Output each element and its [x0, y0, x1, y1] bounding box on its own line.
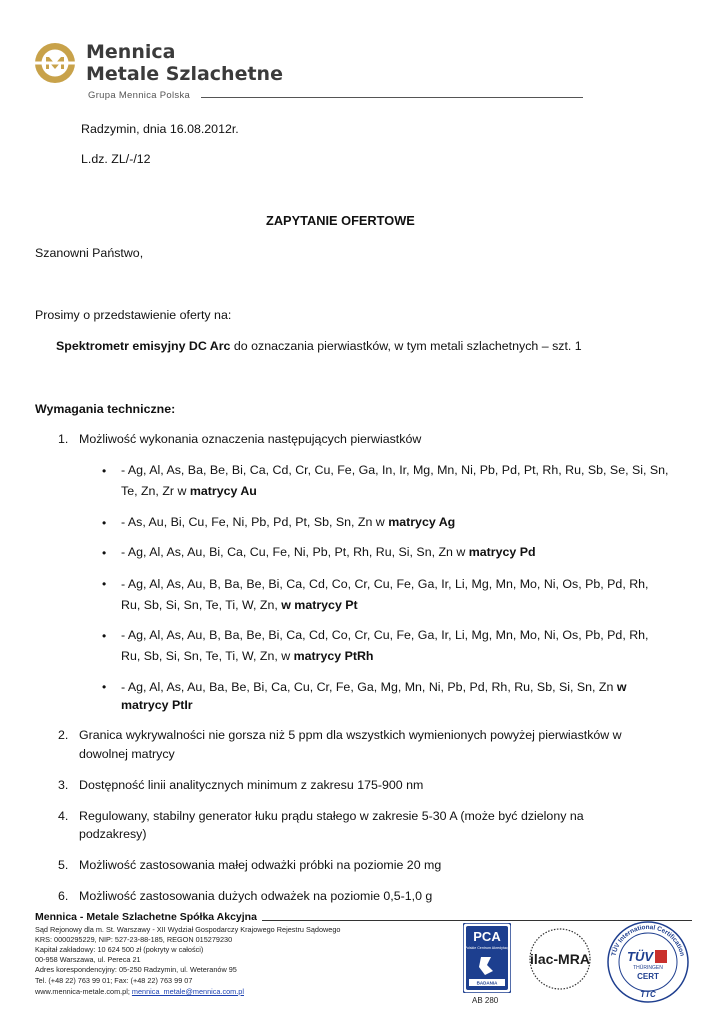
matrix-pd-line: [121, 544, 536, 560]
product-description: do oznaczania pierwiastków, w tym metali szlachetnych – szt. 1: [230, 339, 582, 353]
matrix-pt-label: w matrycy Pt: [281, 598, 358, 612]
requirement-text-line2: podzakresy): [79, 827, 147, 841]
footer-line: Tel. (+48 22) 763 99 01; Fax: (+48 22) 763 99 07: [35, 976, 193, 985]
tuv-label: TÜV: [627, 949, 653, 964]
request-line: Prosimy o przedstawienie oferty na:: [35, 308, 232, 322]
matrix-pd-elements: - Ag, Al, As, Au, Bi, Ca, Cu, Fe, Ni, Pb, Pt, Rh, Ru, Si, Sn, Zn w: [121, 545, 469, 559]
mennica-logo-icon: [34, 42, 76, 84]
requirement-text-line2: dowolnej matrycy: [79, 747, 175, 761]
footer-line: Sąd Rejonowy dla m. St. Warszawy - XII Wydział Gospodarczy Krajowego Rejestru Sądowego: [35, 925, 341, 934]
requirement-number: 4.: [58, 809, 69, 823]
matrix-ptrh-line1: - Ag, Al, As, Au, B, Ba, Be, Bi, Ca, Cd, Co, Cr, Cu, Fe, Ga, Ir, Li, Mg, Mn, Mo, Ni, Os, Pb, Pd, Rh,: [121, 628, 649, 642]
accreditation-number: AB 280: [472, 996, 499, 1005]
tuv-ttc: TTC: [640, 990, 656, 999]
bullet-icon: •: [102, 546, 107, 560]
matrix-au-elements-end: Te, Zn, Zr w: [121, 484, 190, 498]
matrix-ptir-elements: - Ag, Al, As, Au, Ba, Be, Bi, Ca, Cu, Cr, Fe, Ga, Mg, Mn, Ni, Pb, Pd, Rh, Ru, Sb, Si, Sn, Zn: [121, 680, 617, 694]
matrix-ptrh-label: matrycy PtRh: [293, 649, 374, 663]
matrix-pt-line1: - Ag, Al, As, Au, B, Ba, Be, Bi, Ca, Cd, Co, Cr, Cu, Fe, Ga, Ir, Li, Mg, Mn, Mo, Ni, Os, Pb, Pd, Rh,: [121, 577, 649, 591]
requirement-number: 5.: [58, 858, 69, 872]
requirement-text: Dostępność linii analitycznych minimum z zakresu 175-900 nm: [79, 778, 424, 792]
requirement-text: Możliwość wykonania oznaczenia następujących pierwiastków: [79, 432, 422, 446]
footer-company-name: Mennica - Metale Szlachetne Spółka Akcyjna: [35, 911, 257, 923]
product-line: [56, 338, 582, 354]
matrix-ptrh-elements-end: Ru, Sb, Si, Sn, Te, Ti, W, Zn, w: [121, 649, 294, 663]
greeting: Szanowni Państwo,: [35, 246, 144, 260]
requirement-number: 6.: [58, 889, 69, 903]
pca-label: PCA: [473, 929, 501, 944]
requirement-text-line1: Granica wykrywalności nie gorsza niż 5 ppm dla wszystkich wymienionych powyżej pierwiastków w: [79, 728, 622, 742]
brand-name-line1: Mennica: [86, 41, 176, 63]
footer-line: 00-958 Warszawa, ul. Pereca 21: [35, 955, 141, 964]
ilac-label: ilac-MRA: [530, 951, 590, 967]
tuv-ring-text: TÜV International Certification: [610, 923, 686, 957]
matrix-ag-line: [121, 514, 455, 530]
requirement-number: 2.: [58, 728, 69, 742]
matrix-ptir-label: matrycy PtIr: [121, 698, 193, 712]
pca-subtitle: Polskie Centrum Akredytacji: [464, 946, 510, 950]
footer-email-link[interactable]: mennica_metale@mennica.com.pl: [131, 987, 244, 996]
bullet-icon: •: [102, 577, 107, 591]
brand-subtitle: Grupa Mennica Polska: [88, 90, 191, 101]
matrix-ptrh-line2: [121, 648, 374, 664]
header-divider: [201, 97, 583, 98]
requirement-number: 1.: [58, 432, 69, 446]
requirement-text: Możliwość zastosowania małej odważki próbki na poziomie 20 mg: [79, 858, 442, 872]
requirement-text: Możliwość zastosowania dużych odważek na poziomie 0,5-1,0 g: [79, 889, 433, 903]
requirement-text-line1: Regulowany, stabilny generator łuku prądu stałego w zakresie 5-30 A (może być dzielony na: [79, 809, 584, 823]
pca-badge: BADANIA: [476, 980, 498, 986]
matrix-pd-label: matrycy Pd: [468, 545, 536, 559]
matrix-ptir-w: w: [616, 680, 627, 694]
matrix-au-line1: - Ag, Al, As, Ba, Be, Bi, Ca, Cd, Cr, Cu, Fe, Ga, In, Ir, Mg, Mn, Ni, Pb, Pd, Pt, Rh, Ru, Sb, Se, Si, Sn,: [121, 463, 669, 477]
bullet-icon: •: [102, 629, 107, 643]
tuv-subtitle: THÜRINGEN: [633, 965, 663, 971]
bullet-icon: •: [102, 464, 107, 478]
tuv-certification-logo-icon: [605, 921, 691, 1003]
bullet-icon: •: [102, 516, 107, 530]
matrix-pt-line2: [121, 597, 358, 613]
tuv-cert: CERT: [637, 972, 659, 981]
bullet-icon: •: [102, 680, 107, 694]
reference-number: L.dz. ZL/-/12: [81, 152, 151, 166]
pca-accreditation-logo-icon: [463, 923, 511, 993]
matrix-ptir-line1: [121, 679, 626, 695]
requirement-number: 3.: [58, 778, 69, 792]
product-name: Spektrometr emisyjny DC Arc: [56, 339, 231, 353]
ilac-mra-logo-icon: [519, 925, 601, 993]
brand-name-line2: Metale Szlachetne: [86, 63, 283, 85]
footer-contact-line: [35, 987, 244, 996]
place-date: Radzymin, dnia 16.08.2012r.: [81, 122, 239, 136]
matrix-au-line2: [121, 483, 257, 499]
footer-line: Adres korespondencyjny: 05-250 Radzymin, ul. Weteranów 95: [35, 965, 237, 974]
footer-line: KRS: 0000295229, NIP: 527-23-88-185, REGON 015279230: [35, 935, 233, 944]
matrix-pt-elements-end: Ru, Sb, Si, Sn, Te, Ti, W, Zn,: [121, 598, 282, 612]
footer-website[interactable]: www.mennica-metale.com.pl;: [35, 987, 132, 996]
matrix-ag-elements: - As, Au, Bi, Cu, Fe, Ni, Pb, Pd, Pt, Sb, Sn, Zn w: [121, 515, 389, 529]
matrix-au-label: matrycy Au: [189, 484, 257, 498]
requirements-heading: Wymagania techniczne:: [35, 402, 176, 416]
document-title: ZAPYTANIE OFERTOWE: [266, 213, 415, 228]
matrix-ag-label: matrycy Ag: [388, 515, 456, 529]
footer-line: Kapitał zakładowy: 10 624 500 zł (pokryty w całości): [35, 945, 204, 954]
